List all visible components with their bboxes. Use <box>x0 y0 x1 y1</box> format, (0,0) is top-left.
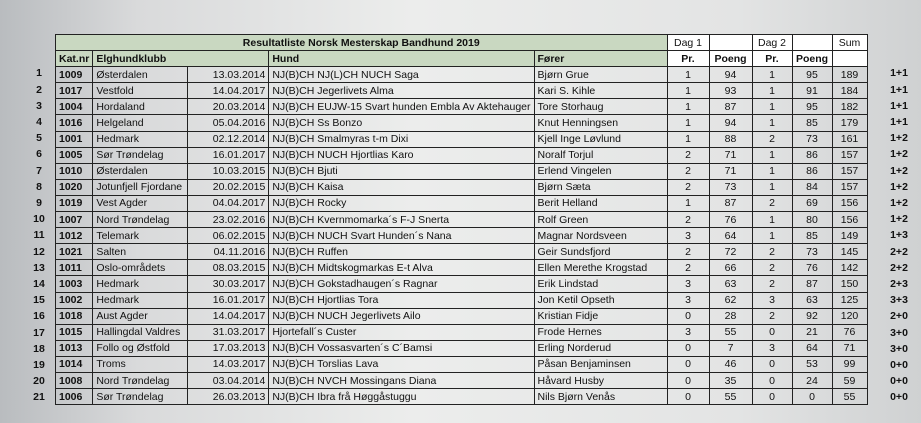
cell-pr2: 1 <box>752 67 792 83</box>
cell-katnr: 1020 <box>56 179 93 195</box>
cell-poeng1: 64 <box>709 228 752 244</box>
results-table <box>55 34 868 405</box>
cell-sum: 157 <box>832 147 867 163</box>
cell-hund: NJ(B)CH Torslias Lava <box>269 356 534 372</box>
row-number: 14 <box>33 278 45 290</box>
cell-pr1: 0 <box>667 308 709 324</box>
cell-pr1: 1 <box>667 131 709 147</box>
table-row <box>56 195 868 211</box>
table-row <box>56 324 868 340</box>
cell-klubb: Hedmark <box>93 131 188 147</box>
cell-poeng2: 95 <box>792 67 832 83</box>
cell-pr1: 2 <box>667 163 709 179</box>
prize-combo: 2+2 <box>890 245 908 258</box>
prize-combo: 2+3 <box>890 278 908 290</box>
cell-poeng1: 55 <box>709 389 752 405</box>
cell-klubb: Telemark <box>93 228 188 244</box>
cell-katnr: 1021 <box>56 244 93 260</box>
cell-katnr: 1016 <box>56 115 93 131</box>
cell-hund: NJ(B)CH NUCH Jegerlivets Ailo <box>269 308 534 324</box>
cell-sum: 156 <box>832 195 867 211</box>
table-row <box>56 228 868 244</box>
cell-katnr: 1013 <box>56 340 93 356</box>
prize-combo: 1+2 <box>890 148 908 161</box>
cell-sum: 55 <box>832 389 867 405</box>
cell-poeng1: 71 <box>709 163 752 179</box>
cell-forer: Frode Hernes <box>534 324 667 340</box>
cell-pr2: 2 <box>752 260 792 276</box>
row-number: 1 <box>36 67 42 80</box>
cell-hund: NJ(B)CH Bjuti <box>269 163 534 179</box>
cell-dato: 23.02.2016 <box>188 212 269 228</box>
cell-poeng2: 85 <box>792 115 832 131</box>
row-number: 11 <box>33 229 45 242</box>
prize-combo: 2+2 <box>890 261 908 274</box>
cell-poeng1: 35 <box>709 372 752 388</box>
table-row <box>56 67 868 83</box>
row-number: 12 <box>33 245 45 258</box>
cell-dato: 04.04.2017 <box>188 195 269 211</box>
cell-sum: 99 <box>832 356 867 372</box>
cell-pr1: 3 <box>667 292 709 308</box>
cell-sum: 157 <box>832 179 867 195</box>
cell-sum: 182 <box>832 99 867 115</box>
cell-forer: Bjørn Sæta <box>534 179 667 195</box>
cell-pr2: 2 <box>752 244 792 260</box>
prize-combo: 1+2 <box>890 132 908 145</box>
cell-hund: NJ(B)CH NUCH Svart Hunden´s Nana <box>269 228 534 244</box>
table-row <box>56 244 868 260</box>
header-hund: Hund <box>269 51 534 67</box>
prize-combo: 1+2 <box>890 213 908 226</box>
cell-sum: 120 <box>832 308 867 324</box>
table-row <box>56 340 868 356</box>
cell-klubb: Sør Trøndelag <box>93 389 188 405</box>
row-number: 10 <box>33 213 45 226</box>
header-klubb: Elghundklubb <box>93 51 269 67</box>
cell-poeng1: 87 <box>709 99 752 115</box>
cell-hund: NJ(B)CH Ss Bonzo <box>269 115 534 131</box>
cell-katnr: 1007 <box>56 212 93 228</box>
cell-pr1: 2 <box>667 212 709 228</box>
cell-hund: NJ(B)CH Midtskogmarkas E-t Alva <box>269 260 534 276</box>
row-number: 17 <box>33 326 45 339</box>
cell-hund: NJ(B)CH Rocky <box>269 195 534 211</box>
row-number: 4 <box>36 116 42 128</box>
prize-combo: 1+1 <box>890 116 908 128</box>
cell-pr2: 1 <box>752 212 792 228</box>
cell-poeng1: 76 <box>709 212 752 228</box>
cell-pr1: 1 <box>667 83 709 99</box>
cell-sum: 71 <box>832 340 867 356</box>
cell-hund: NJ(B)CH Ibra frå Høggåstuggu <box>269 389 534 405</box>
cell-pr1: 1 <box>667 115 709 131</box>
cell-poeng1: 71 <box>709 147 752 163</box>
cell-klubb: Jotunfjell Fjordane <box>93 179 188 195</box>
cell-dato: 05.04.2016 <box>188 115 269 131</box>
prize-combo: 1+2 <box>890 180 908 193</box>
cell-forer: Jon Ketil Opseth <box>534 292 667 308</box>
cell-dato: 06.02.2015 <box>188 228 269 244</box>
cell-pr2: 2 <box>752 308 792 324</box>
prize-combo: 1+3 <box>890 229 908 242</box>
cell-forer: Noralf Torjul <box>534 147 667 163</box>
row-number: 15 <box>33 294 45 307</box>
cell-poeng2: 69 <box>792 195 832 211</box>
cell-dato: 16.01.2017 <box>188 147 269 163</box>
cell-poeng1: 63 <box>709 276 752 292</box>
cell-forer: Berit Helland <box>534 195 667 211</box>
table-row <box>56 276 868 292</box>
prize-combo: 1+2 <box>890 164 908 177</box>
header-forer: Fører <box>534 51 667 67</box>
cell-klubb: Aust Agder <box>93 308 188 324</box>
prize-combo: 0+0 <box>890 391 908 404</box>
cell-klubb: Sør Trøndelag <box>93 147 188 163</box>
cell-pr2: 0 <box>752 356 792 372</box>
cell-sum: 156 <box>832 212 867 228</box>
table-row <box>56 389 868 405</box>
cell-pr1: 1 <box>667 99 709 115</box>
sum-label: Sum <box>832 35 867 51</box>
cell-hund: NJ(B)CH NJ(L)CH NUCH Saga <box>269 67 534 83</box>
cell-katnr: 1010 <box>56 163 93 179</box>
cell-poeng1: 93 <box>709 83 752 99</box>
cell-dato: 26.03.2013 <box>188 389 269 405</box>
cell-poeng2: 73 <box>792 131 832 147</box>
cell-pr2: 0 <box>752 324 792 340</box>
cell-klubb: Troms <box>93 356 188 372</box>
cell-pr1: 0 <box>667 389 709 405</box>
cell-poeng2: 84 <box>792 179 832 195</box>
cell-dato: 14.03.2017 <box>188 356 269 372</box>
cell-poeng2: 53 <box>792 356 832 372</box>
cell-sum: 76 <box>832 324 867 340</box>
header-katnr: Kat.nr <box>56 51 93 67</box>
cell-forer: Kristian Fidje <box>534 308 667 324</box>
cell-hund: NJ(B)CH Smalmyras t-m Dixi <box>269 131 534 147</box>
cell-forer: Tore Storhaug <box>534 99 667 115</box>
prize-combo: 0+0 <box>890 375 908 388</box>
cell-poeng2: 24 <box>792 372 832 388</box>
cell-forer: Kjell Inge Løvlund <box>534 131 667 147</box>
row-number: 5 <box>36 132 42 145</box>
cell-dato: 16.01.2017 <box>188 292 269 308</box>
cell-dato: 03.04.2014 <box>188 372 269 388</box>
cell-dato: 08.03.2015 <box>188 260 269 276</box>
cell-pr2: 2 <box>752 195 792 211</box>
table-row <box>56 212 868 228</box>
cell-katnr: 1008 <box>56 372 93 388</box>
cell-hund: Hjortefall´s Custer <box>269 324 534 340</box>
cell-klubb: Follo og Østfold <box>93 340 188 356</box>
cell-dato: 17.03.2013 <box>188 340 269 356</box>
table-row <box>56 131 868 147</box>
cell-poeng1: 28 <box>709 308 752 324</box>
day1-label: Dag 1 <box>667 35 709 51</box>
prize-combo: 3+0 <box>890 342 908 355</box>
row-number: 7 <box>36 164 42 177</box>
cell-poeng1: 88 <box>709 131 752 147</box>
cell-forer: Kari S. Kihle <box>534 83 667 99</box>
row-number: 19 <box>33 359 45 371</box>
prize-combo: 2+0 <box>890 310 908 323</box>
cell-poeng2: 64 <box>792 340 832 356</box>
cell-pr1: 2 <box>667 260 709 276</box>
cell-klubb: Vestfold <box>93 83 188 99</box>
cell-hund: NJ(B)CH Gokstadhaugen´s Ragnar <box>269 276 534 292</box>
cell-poeng1: 62 <box>709 292 752 308</box>
cell-katnr: 1015 <box>56 324 93 340</box>
cell-katnr: 1019 <box>56 195 93 211</box>
cell-pr2: 0 <box>752 389 792 405</box>
cell-klubb: Nord Trøndelag <box>93 372 188 388</box>
cell-poeng2: 0 <box>792 389 832 405</box>
cell-forer: Geir Sundsfjord <box>534 244 667 260</box>
cell-poeng2: 86 <box>792 163 832 179</box>
cell-dato: 13.03.2014 <box>188 67 269 83</box>
table-row <box>56 83 868 99</box>
prize-combo: 1+1 <box>890 67 908 80</box>
cell-pr2: 1 <box>752 228 792 244</box>
row-number: 8 <box>36 180 42 193</box>
cell-poeng2: 85 <box>792 228 832 244</box>
row-number: 20 <box>33 375 45 388</box>
cell-poeng2: 95 <box>792 99 832 115</box>
cell-pr2: 2 <box>752 276 792 292</box>
cell-poeng2: 63 <box>792 292 832 308</box>
table-row <box>56 179 868 195</box>
cell-forer: Bjørn Grue <box>534 67 667 83</box>
cell-hund: NJ(B)CH NUCH Hjortlias Karo <box>269 147 534 163</box>
cell-katnr: 1014 <box>56 356 93 372</box>
cell-forer: Påsan Benjaminsen <box>534 356 667 372</box>
table-row <box>56 260 868 276</box>
cell-poeng2: 73 <box>792 244 832 260</box>
cell-pr2: 1 <box>752 147 792 163</box>
cell-poeng2: 76 <box>792 260 832 276</box>
table-row <box>56 372 868 388</box>
table-row <box>56 308 868 324</box>
cell-pr2: 1 <box>752 179 792 195</box>
cell-hund: NJ(B)CH Hjortlias Tora <box>269 292 534 308</box>
cell-katnr: 1018 <box>56 308 93 324</box>
cell-poeng1: 94 <box>709 115 752 131</box>
title-row <box>56 35 868 51</box>
prize-combo: 1+1 <box>890 99 908 112</box>
cell-poeng1: 73 <box>709 179 752 195</box>
results-table-wrap <box>55 34 868 405</box>
header-poeng2: Poeng <box>792 51 832 67</box>
cell-pr1: 3 <box>667 324 709 340</box>
cell-dato: 04.11.2016 <box>188 244 269 260</box>
cell-klubb: Helgeland <box>93 115 188 131</box>
cell-pr1: 0 <box>667 340 709 356</box>
results-body <box>56 67 868 405</box>
cell-katnr: 1012 <box>56 228 93 244</box>
cell-pr1: 3 <box>667 276 709 292</box>
cell-sum: 145 <box>832 244 867 260</box>
cell-sum: 184 <box>832 83 867 99</box>
cell-dato: 31.03.2017 <box>188 324 269 340</box>
header-pr1: Pr. <box>667 51 709 67</box>
cell-forer: Erling Norderud <box>534 340 667 356</box>
cell-hund: NJ(B)CH EUJW-15 Svart hunden Embla Av Aktehauger <box>269 99 534 115</box>
cell-poeng2: 80 <box>792 212 832 228</box>
cell-pr2: 3 <box>752 340 792 356</box>
cell-pr1: 1 <box>667 67 709 83</box>
cell-sum: 157 <box>832 163 867 179</box>
cell-forer: Magnar Nordsveen <box>534 228 667 244</box>
row-number: 13 <box>33 261 45 274</box>
cell-pr1: 2 <box>667 147 709 163</box>
cell-sum: 150 <box>832 276 867 292</box>
cell-klubb: Salten <box>93 244 188 260</box>
cell-dato: 20.03.2014 <box>188 99 269 115</box>
cell-poeng2: 92 <box>792 308 832 324</box>
cell-forer: Knut Henningsen <box>534 115 667 131</box>
cell-klubb: Hallingdal Valdres <box>93 324 188 340</box>
row-number: 3 <box>36 99 42 112</box>
cell-dato: 14.04.2017 <box>188 308 269 324</box>
cell-pr2: 2 <box>752 131 792 147</box>
cell-forer: Rolf Green <box>534 212 667 228</box>
cell-pr1: 3 <box>667 228 709 244</box>
cell-pr2: 1 <box>752 163 792 179</box>
cell-pr1: 0 <box>667 372 709 388</box>
cell-klubb: Østerdalen <box>93 67 188 83</box>
cell-hund: NJ(B)CH Kvernmomarka´s F-J Snerta <box>269 212 534 228</box>
cell-forer: Ellen Merethe Krogstad <box>534 260 667 276</box>
table-row <box>56 356 868 372</box>
table-row <box>56 292 868 308</box>
cell-poeng1: 7 <box>709 340 752 356</box>
cell-hund: NJ(B)CH Jegerlivets Alma <box>269 83 534 99</box>
prize-combo: 3+3 <box>890 294 908 307</box>
row-number: 6 <box>36 148 42 161</box>
cell-forer: Håvard Husby <box>534 372 667 388</box>
cell-sum: 189 <box>832 67 867 83</box>
row-number: 16 <box>33 310 45 323</box>
cell-pr2: 1 <box>752 115 792 131</box>
cell-poeng1: 66 <box>709 260 752 276</box>
cell-hund: NJ(B)CH NVCH Mossingans Diana <box>269 372 534 388</box>
cell-hund: NJ(B)CH Vossasvarten´s C´Bamsi <box>269 340 534 356</box>
cell-poeng2: 86 <box>792 147 832 163</box>
cell-poeng2: 21 <box>792 324 832 340</box>
table-row <box>56 163 868 179</box>
table-row <box>56 99 868 115</box>
prize-combo: 1+1 <box>890 83 908 96</box>
cell-poeng2: 87 <box>792 276 832 292</box>
header-row <box>56 51 868 67</box>
cell-katnr: 1001 <box>56 131 93 147</box>
cell-sum: 142 <box>832 260 867 276</box>
cell-hund: NJ(B)CH Kaisa <box>269 179 534 195</box>
row-number: 9 <box>36 197 42 209</box>
header-poeng1: Poeng <box>709 51 752 67</box>
day2-label: Dag 2 <box>752 35 792 51</box>
cell-pr1: 1 <box>667 195 709 211</box>
cell-dato: 02.12.2014 <box>188 131 269 147</box>
cell-katnr: 1006 <box>56 389 93 405</box>
cell-sum: 161 <box>832 131 867 147</box>
cell-pr2: 1 <box>752 83 792 99</box>
cell-poeng1: 46 <box>709 356 752 372</box>
cell-katnr: 1009 <box>56 67 93 83</box>
cell-pr1: 2 <box>667 179 709 195</box>
row-number: 18 <box>33 342 45 355</box>
cell-katnr: 1003 <box>56 276 93 292</box>
prize-combo: 0+0 <box>890 359 908 371</box>
cell-katnr: 1004 <box>56 99 93 115</box>
prize-combo: 3+0 <box>890 326 908 339</box>
cell-hund: NJ(B)CH Ruffen <box>269 244 534 260</box>
table-row <box>56 115 868 131</box>
table-row <box>56 147 868 163</box>
cell-pr1: 0 <box>667 356 709 372</box>
cell-klubb: Østerdalen <box>93 163 188 179</box>
cell-klubb: Hedmark <box>93 276 188 292</box>
cell-forer: Nils Bjørn Venås <box>534 389 667 405</box>
cell-klubb: Hedmark <box>93 292 188 308</box>
cell-sum: 179 <box>832 115 867 131</box>
cell-forer: Erlend Vingelen <box>534 163 667 179</box>
cell-dato: 14.04.2017 <box>188 83 269 99</box>
row-number: 21 <box>33 391 45 404</box>
cell-pr2: 3 <box>752 292 792 308</box>
header-pr2: Pr. <box>752 51 792 67</box>
cell-sum: 149 <box>832 228 867 244</box>
cell-klubb: Oslo-områdets <box>93 260 188 276</box>
cell-sum: 125 <box>832 292 867 308</box>
cell-forer: Erik Lindstad <box>534 276 667 292</box>
cell-katnr: 1002 <box>56 292 93 308</box>
cell-katnr: 1017 <box>56 83 93 99</box>
cell-pr2: 0 <box>752 372 792 388</box>
cell-dato: 20.02.2015 <box>188 179 269 195</box>
cell-klubb: Nord Trøndelag <box>93 212 188 228</box>
cell-dato: 10.03.2015 <box>188 163 269 179</box>
cell-klubb: Hordaland <box>93 99 188 115</box>
cell-poeng1: 72 <box>709 244 752 260</box>
cell-pr2: 1 <box>752 99 792 115</box>
cell-katnr: 1011 <box>56 260 93 276</box>
cell-sum: 59 <box>832 372 867 388</box>
cell-katnr: 1005 <box>56 147 93 163</box>
table-title: Resultatliste Norsk Mesterskap Bandhund 2019 <box>56 35 668 51</box>
row-number: 2 <box>36 83 42 96</box>
cell-poeng1: 94 <box>709 67 752 83</box>
cell-poeng1: 87 <box>709 195 752 211</box>
cell-poeng1: 55 <box>709 324 752 340</box>
cell-pr1: 2 <box>667 244 709 260</box>
cell-poeng2: 91 <box>792 83 832 99</box>
cell-klubb: Vest Agder <box>93 195 188 211</box>
cell-dato: 30.03.2017 <box>188 276 269 292</box>
prize-combo: 1+2 <box>890 197 908 209</box>
